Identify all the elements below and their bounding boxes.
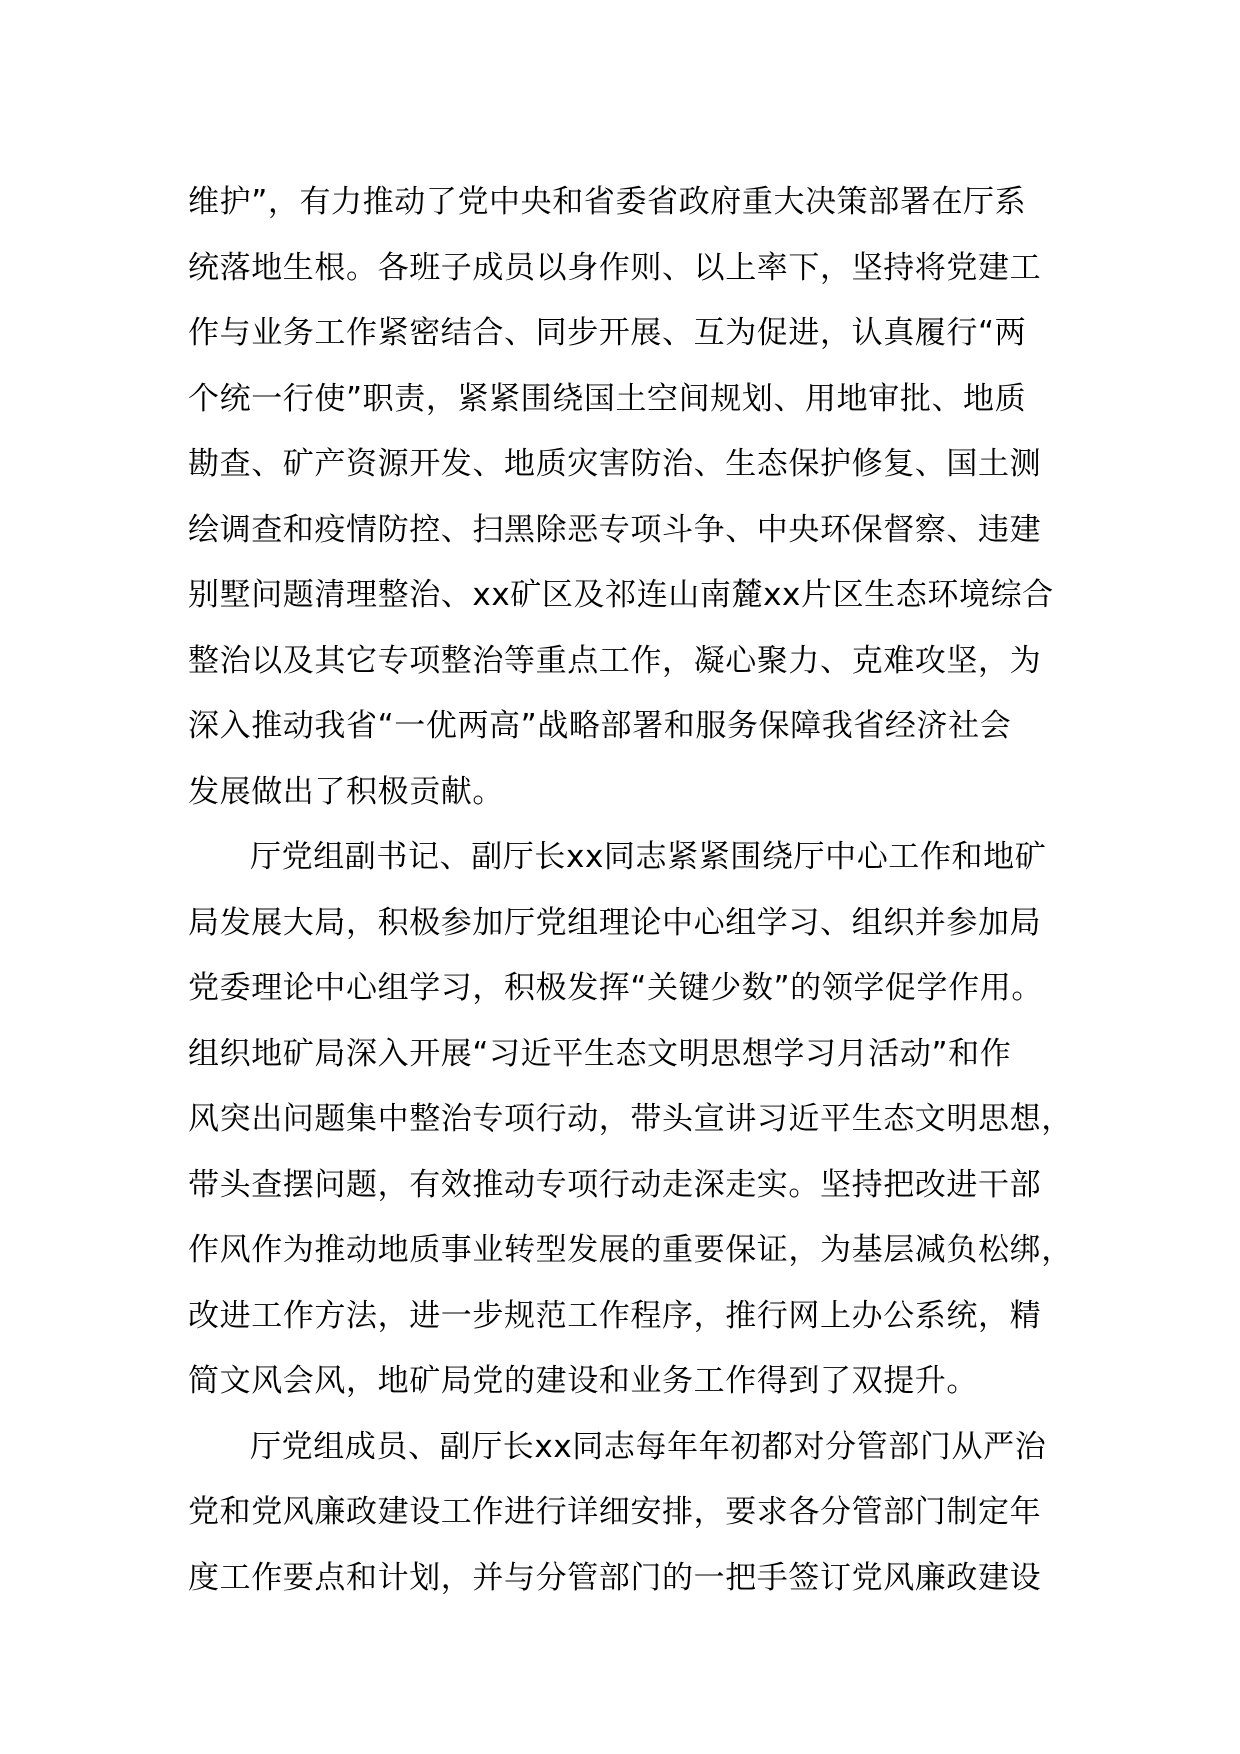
text-line: 整治以及其它专项整治等重点工作，凝心聚力、克难攻坚，为 [188, 642, 1042, 679]
text-line: 带头查摆问题，有效推动专项行动走深走实。坚持把改进干部 [188, 1166, 1042, 1203]
text-line: 别墅问题清理整治、xx矿区及祁连山南麓xx片区生态环境综合 [188, 577, 1054, 613]
text-line: 风突出问题集中整治专项行动，带头宣讲习近平生态文明思想， [188, 1101, 1073, 1137]
text-line: 简文风会风，地矿局党的建设和业务工作得到了双提升。 [188, 1363, 978, 1399]
text-line: 统落地生根。各班子成员以身作则、以上率下，坚持将党建工 [188, 249, 1042, 286]
text-line: 党和党风廉政建设工作进行详细安排，要求各分管部门制定年 [188, 1494, 1042, 1530]
paragraph-start-line: 厅党组副书记、副厅长xx同志紧紧围绕厅中心工作和地矿 [250, 839, 1047, 875]
text-line: 度工作要点和计划，并与分管部门的一把手签订党风廉政建设 [188, 1559, 1042, 1596]
text-line: 党委理论中心组学习，积极发挥“关键少数”的领学促学作用。 [188, 970, 1043, 1006]
text-line: 绘调查和疫情防控、扫黑除恶专项斗争、中央环保督察、违建 [188, 511, 1042, 548]
paragraph-start-line: 厅党组成员、副厅长xx同志每年年初都对分管部门从严治 [250, 1428, 1047, 1465]
text-line: 作风作为推动地质事业转型发展的重要保证，为基层减负松绑， [188, 1232, 1073, 1268]
text-line: 发展做出了积极贡献。 [188, 773, 504, 810]
text-line: 勘查、矿产资源开发、地质灾害防治、生态保护修复、国土测 [188, 446, 1042, 482]
text-line: 改进工作方法，进一步规范工作程序，推行网上办公系统，精 [188, 1297, 1042, 1334]
text-line: 组织地矿局深入开展“习近平生态文明思想学习月活动”和作 [188, 1035, 1012, 1072]
document-body [188, 170, 1088, 1611]
text-line: 维护”，有力推动了党中央和省委省政府重大决策部署在厅系 [188, 184, 1027, 220]
text-line: 局发展大局，积极参加厅党组理论中心组学习、组织并参加局 [188, 904, 1042, 941]
text-line: 作与业务工作紧密结合、同步开展、互为促进，认真履行“两 [188, 315, 1027, 351]
text-line: 深入推动我省“一优两高”战略部署和服务保障我省经济社会 [188, 708, 1012, 744]
text-line: 个统一行使”职责，紧紧围绕国土空间规划、用地审批、地质 [188, 380, 1027, 417]
